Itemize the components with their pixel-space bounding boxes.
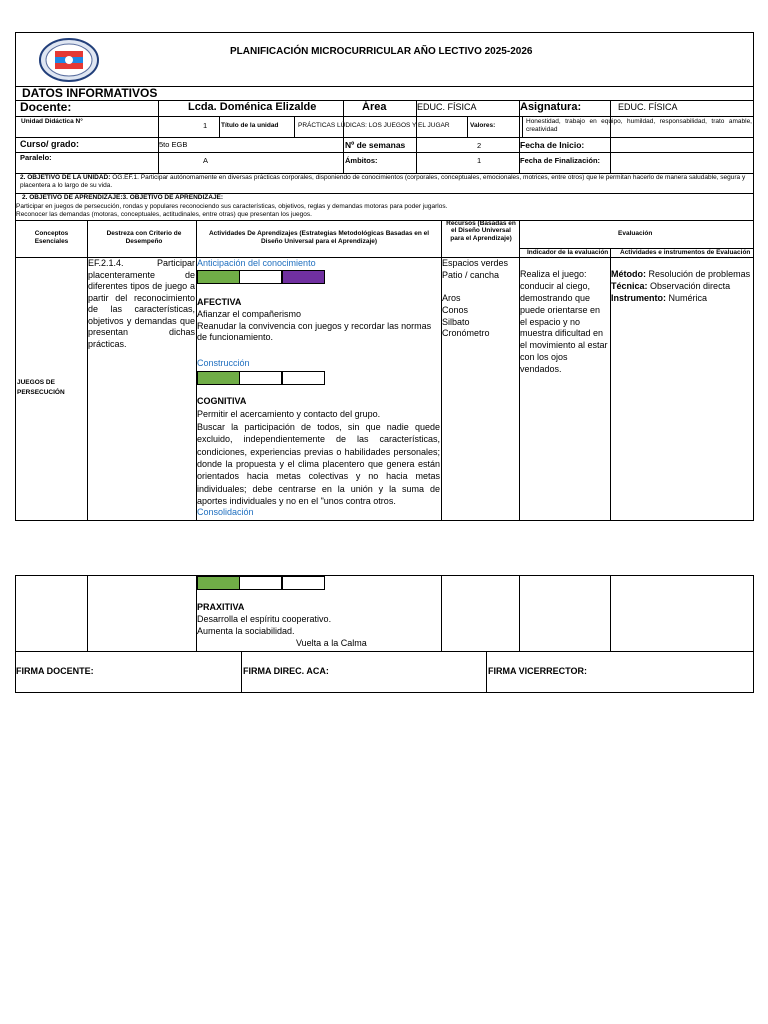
progress-bar-construccion xyxy=(197,371,325,385)
concepto-esencial: JUEGOS DE PERSECUCIÓN xyxy=(17,379,65,397)
cognitiva-line1: Permitir el acercamiento y contacto del grupo. xyxy=(197,409,381,419)
recurso-item: Patio / cancha xyxy=(442,269,500,280)
header-recursos: Recursos (Basadas en el Diseño Universal para el Aprendizaje) xyxy=(446,220,516,242)
fecha-fin-label: Fecha de Finalización: xyxy=(520,156,601,165)
continuation-table xyxy=(15,575,754,693)
recurso-item: Silbato xyxy=(442,316,470,327)
recurso-item: Conos xyxy=(442,304,469,315)
recurso-item: Cronómetro xyxy=(442,328,490,339)
header-instrumentos: Actividades e instrumentos de Evaluación xyxy=(620,249,751,256)
firma-docente: FIRMA DOCENTE: xyxy=(16,666,94,676)
docente-value: Lcda. Doménica Elizalde xyxy=(188,101,317,113)
header-actividades: Actividades De Aprendizajes (Estrategias Metodológicas Basadas en el Diseño Universal para el Aprendizaje) xyxy=(208,230,430,246)
firma-vicerrector: FIRMA VICERRECTOR: xyxy=(488,666,587,676)
afectiva-line1: Afianzar el compañerismo xyxy=(197,309,302,319)
header-indicador: Indicador de la evaluación xyxy=(527,249,609,256)
recurso-spacer xyxy=(442,282,518,293)
praxitiva-line1: Desarrolla el espíritu cooperativo. xyxy=(197,614,332,624)
paralelo-label: Paralelo: xyxy=(20,153,52,162)
asignatura-value: EDUC. FÍSICA xyxy=(618,102,678,112)
page-title: PLANIFICACIÓN MICROCURRICULAR AÑO LECTIVO 2025-2026 xyxy=(230,46,533,57)
header-conceptos: Conceptos Esenciales xyxy=(34,230,69,246)
header-evaluacion: Evaluación xyxy=(618,230,653,237)
afectiva-line2: Reanudar la convivencia con juegos y recordar las normas de funcionamiento. xyxy=(197,321,432,343)
cognitiva-title: COGNITIVA xyxy=(197,396,247,406)
indicador-text: Realiza el juego: conducir al ciego, demostrando que puede orientarse en el espacio y no muestra dificultad en el movimiento al estar con los ojos vendados. xyxy=(520,269,608,374)
unidad-label: Unidad Didáctica N° xyxy=(21,118,83,125)
school-logo xyxy=(38,37,100,83)
fecha-inicio-label: Fecha de Inicio: xyxy=(520,140,585,150)
ambitos-label: Ámbitos: xyxy=(345,156,378,165)
construccion-heading: Construcción xyxy=(197,358,250,368)
anticipacion-heading: Anticipación del conocimiento xyxy=(197,258,316,268)
semanas-label: Nº de semanas xyxy=(345,140,406,150)
valores-label: Valores: xyxy=(470,122,496,129)
asignatura-label: Asignatura: xyxy=(520,101,582,113)
destreza-text: EF.2.1.4. Participar placenteramente de diferentes tipos de juego a partir del reconocimiento de las características, objetivos y demandas que presentan dichas prácticas. xyxy=(88,258,195,349)
titulo-label: Título de la unidad xyxy=(221,122,279,129)
instrumentos-text: Método: Resolución de problemas Técnica: Observación directa Instrumento: Numérica xyxy=(611,269,751,303)
objetivo-unidad: 2. OBJETIVO DE LA UNIDAD: OG.EF.1. Participar autónomamente en diversas prácticas corporales, disponiendo de conocimientos (corporales, conceptuales, emocionales, motrices, entre otros) que le permitan hacerlo de manera saludable, segura y placentera a lo largo de su vida. xyxy=(20,174,746,190)
semanas-value: 2 xyxy=(477,141,482,150)
objetivo-aprendizaje-line2: Reconocer las demandas (motoras, conceptuales, actitudinales, entre otras) que presentan los juegos. xyxy=(16,211,312,218)
objetivo-aprendizaje-label: 2. OBJETIVO DE APRENDIZAJE:3. OBJETIVO DE APRENDIZAJE: xyxy=(22,194,224,201)
area-value: EDUC. FÍSICA xyxy=(417,102,477,112)
afectiva-title: AFECTIVA xyxy=(197,297,242,307)
header-destreza: Destreza con Criterio de Desempeño xyxy=(106,230,182,246)
consolidacion-heading: Consolidación xyxy=(197,507,254,517)
curso-value: 5to EGB xyxy=(159,140,188,149)
objetivo-aprendizaje-line1: Participar en juegos de persecución, rondas y populares reconociendo sus características, objetivos, reglas y demandas motoras para poder jugarlos. xyxy=(16,203,448,210)
firma-direccion: FIRMA DIREC. ACA: xyxy=(243,666,329,676)
curso-label: Curso/ grado: xyxy=(20,139,80,149)
valores-value: Honestidad, trabajo en equipo, humildad, responsabilidad, trato amable, creatividad xyxy=(526,118,752,134)
docente-label: Docente: xyxy=(20,100,72,114)
progress-bar-anticipacion xyxy=(197,270,325,284)
vuelta-calma: Vuelta a la Calma xyxy=(296,638,367,648)
unidad-value: 1 xyxy=(203,121,208,130)
ambitos-value: 1 xyxy=(477,156,482,165)
cognitiva-line2: Buscar la participación de todos, sin que nadie quede excluido, independientemente de las características, condiciones, experiencias previas o habilidades personales; donde la propuesta y el clima placentero que genera están orientados hacia metas colectivas y no hacia metas individuales; debe centrarse en la unión y la suma de aportes individuales y no en el "unos contra otros. xyxy=(197,422,440,506)
praxitiva-title: PRAXITIVA xyxy=(197,602,245,612)
recursos-list xyxy=(442,258,518,340)
section-heading: DATOS INFORMATIVOS xyxy=(22,86,158,100)
progress-bar-consolidacion xyxy=(197,576,325,590)
recurso-item: Espacios verdes xyxy=(442,258,509,268)
praxitiva-line2: Aumenta la sociabilidad. xyxy=(197,626,295,636)
area-label: Área xyxy=(362,101,387,113)
paralelo-value: A xyxy=(203,156,209,165)
recurso-item: Aros xyxy=(442,292,461,303)
titulo-value: PRÁCTICAS LÚDICAS: LOS JUEGOS Y EL JUGAR xyxy=(298,122,450,129)
